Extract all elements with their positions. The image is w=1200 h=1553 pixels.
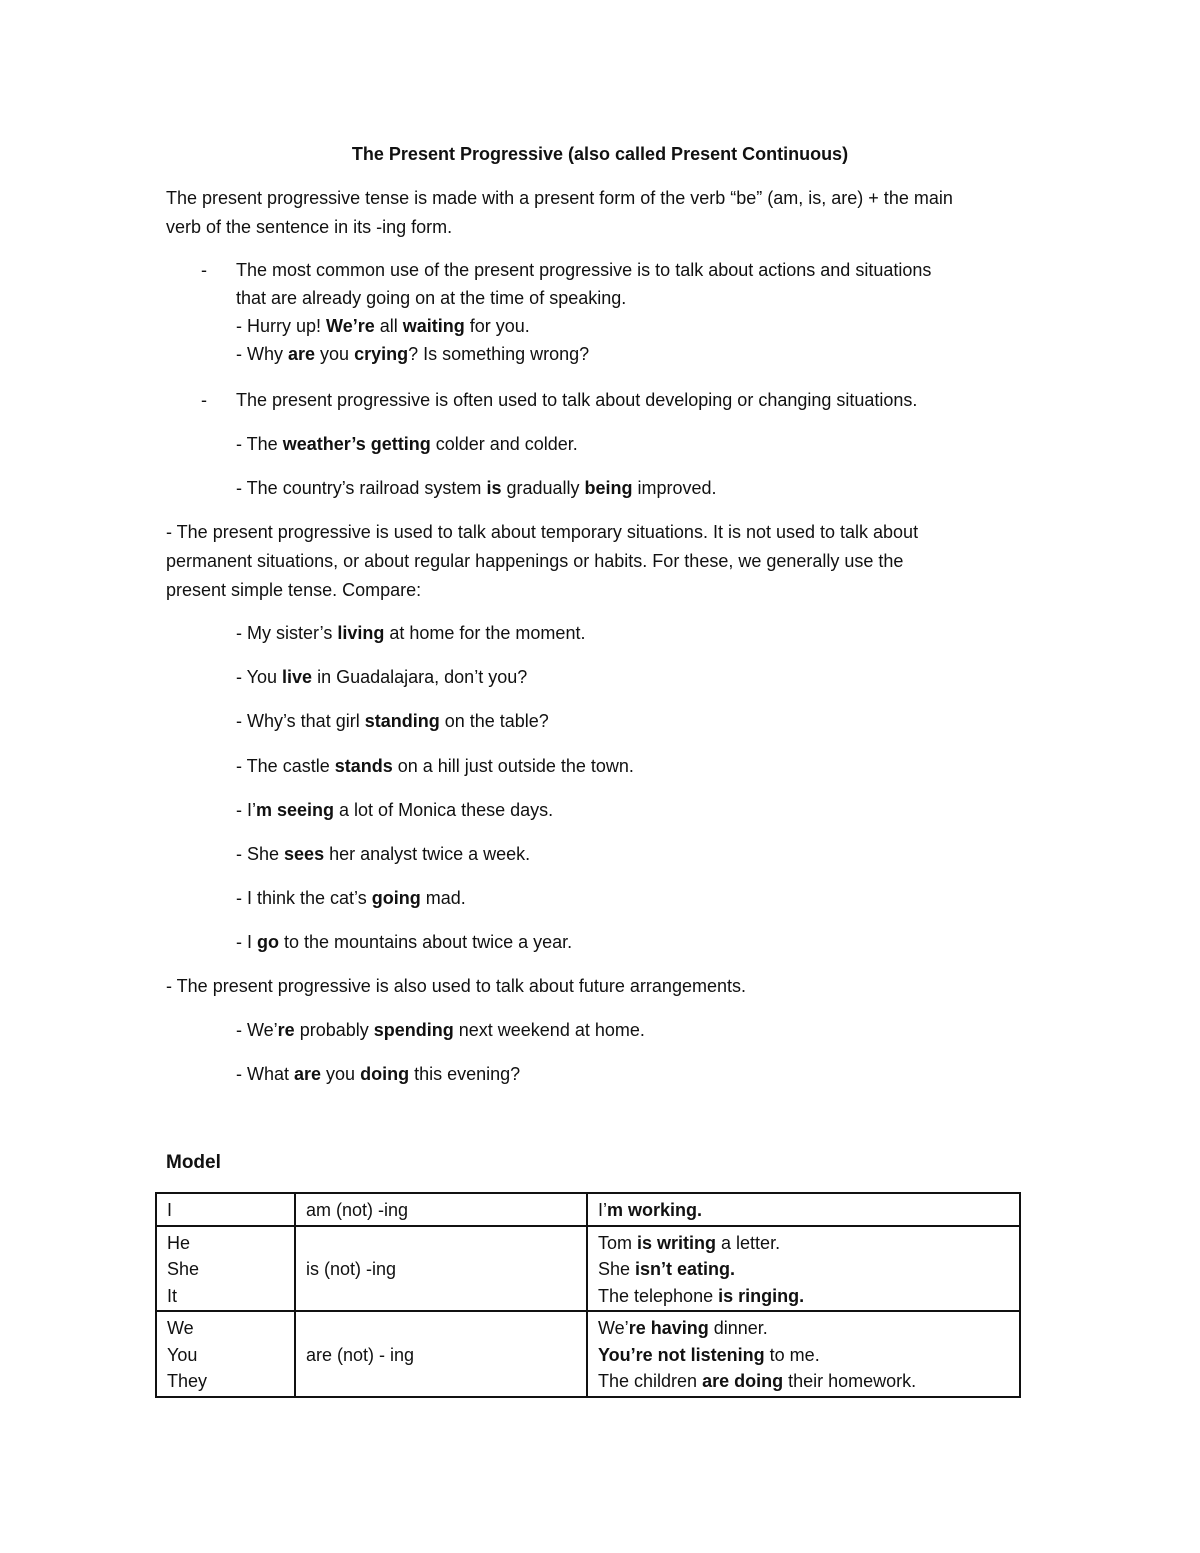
intro-line-2: verb of the sentence in its -ing form. — [166, 217, 453, 237]
example-cell: Tom is writing a letter. She isn’t eating. The telephone is ringing. — [587, 1226, 1020, 1312]
use3-example: - I think the cat’s going mad. — [236, 888, 466, 908]
example-cell: We’re having dinner. You’re not listening to me. The children are doing their homework. — [587, 1311, 1020, 1397]
use3-line-2: permanent situations, or about regular happenings or habits. For these, we generally use the — [166, 551, 904, 571]
bullet-marker: - — [201, 260, 207, 280]
use4-example-1: - We’re probably spending next weekend at home. — [236, 1020, 645, 1040]
model-heading: Model — [166, 1152, 221, 1173]
use3-example: - My sister’s living at home for the moment. — [236, 623, 586, 643]
use1-example-2: - Why are you crying? Is something wrong? — [236, 344, 590, 364]
use1-line-2: that are already going on at the time of speaking. — [236, 288, 627, 308]
use1-line-1: The most common use of the present progressive is to talk about actions and situations — [236, 260, 932, 280]
use4-line-1: - The present progressive is also used to talk about future arrangements. — [166, 976, 746, 996]
subject-cell: I — [156, 1193, 295, 1226]
form-cell: is (not) -ing — [295, 1226, 587, 1312]
use3-line-3: present simple tense. Compare: — [166, 580, 422, 600]
table-row — [156, 1226, 1020, 1312]
intro-line-1: The present progressive tense is made with a present form of the verb “be” (am, is, are) + the main — [166, 188, 953, 208]
use2-example-2: - The country’s railroad system is gradually being improved. — [236, 478, 717, 498]
bullet-marker: - — [201, 390, 207, 410]
page-title: The Present Progressive (also called Present Continuous) — [351, 144, 849, 164]
use3-example: - I go to the mountains about twice a year. — [236, 932, 573, 952]
use3-example: - You live in Guadalajara, don’t you? — [236, 667, 528, 687]
use3-example: - She sees her analyst twice a week. — [236, 844, 531, 864]
use4-example-2: - What are you doing this evening? — [236, 1064, 521, 1084]
use2-example-1: - The weather’s getting colder and colder. — [236, 434, 578, 454]
use2-line-1: The present progressive is often used to talk about developing or changing situations. — [236, 390, 918, 410]
use3-example: - I’m seeing a lot of Monica these days. — [236, 800, 554, 820]
subject-cell: He She It — [156, 1226, 295, 1312]
table-row — [156, 1193, 1020, 1226]
use3-example: - Why’s that girl standing on the table? — [236, 711, 549, 731]
table-row — [156, 1311, 1020, 1397]
use1-example-1: - Hurry up! We’re all waiting for you. — [236, 316, 530, 336]
use3-example: - The castle stands on a hill just outside the town. — [236, 756, 634, 776]
form-cell: am (not) -ing — [295, 1193, 587, 1226]
model-table — [155, 1192, 1021, 1398]
example-cell: I’m working. — [587, 1193, 1020, 1226]
subject-cell: We You They — [156, 1311, 295, 1397]
form-cell: are (not) - ing — [295, 1311, 587, 1397]
use3-line-1: - The present progressive is used to talk about temporary situations. It is not used to talk about — [166, 522, 919, 542]
